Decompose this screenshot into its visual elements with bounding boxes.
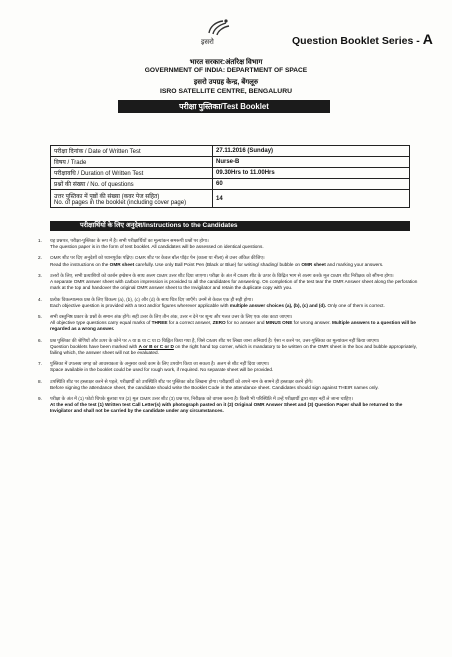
item-hindi: प्रत्येक विकल्पात्मक प्रश्न के लिए विकल्प (a), (b), (c) और (d) के साथ चित्र दिए जाएँगे। उनमें से केवल एक ही सही होगा।	[50, 296, 254, 302]
item-number: 1.	[38, 238, 42, 243]
exam-info-table	[50, 145, 410, 208]
centre-english: ISRO SATELLITE CENTRE, BENGALURU	[159, 88, 293, 95]
instruction-item	[38, 361, 426, 373]
gov-hindi: भारत सरकार:अंतरिक्ष विभाग	[189, 59, 263, 66]
item-english: At the end of the test (1) Written test Call Letter(s) with photograph pasted on it (2) Original OMR Answer Sheet and (3) Question Paper shall be returned to the Invigilator and shall not be carried by the candidate under any circumstances.	[50, 402, 403, 414]
item-hindi: परीक्षा के अंत में (1) फोटो चिपके बुलावा पत्र (2) मूल OMR उत्तर शीट (3) प्रश्न पत्र, निरीक्षक को वापस करना है। किसी भी परिस्थिति में उन्हें परीक्षार्थी द्वारा बाहर नहीं ले जाना चाहिए।	[50, 396, 353, 402]
table-row	[51, 146, 410, 157]
item-hindi: OMR शीट पर दिए अनुदेशों को ध्यानपूर्वक पढ़िए। OMR शीट पर केवल बॉल पॉइंट पेन (काला या नीला) से उत्तर अंकित कीजिए।	[50, 255, 265, 261]
isro-logo-text: इसरो	[201, 38, 214, 46]
info-label: प्रश्नों की संख्या / No. of questions	[51, 179, 213, 190]
instruction-item	[38, 273, 426, 291]
instruction-item	[38, 297, 426, 309]
item-english	[50, 303, 426, 309]
text-span: Only one of them is correct.	[326, 302, 385, 308]
instructions-banner: परीक्षार्थियों के लिए अनुदेश/Instructions to the Candidates	[50, 221, 410, 231]
isro-logo	[199, 18, 235, 46]
table-row	[51, 157, 410, 168]
booklet-title-banner: परीक्षा पुस्तिका/Test Booklet	[118, 100, 330, 113]
text-bold: MINUS ONE	[265, 320, 293, 326]
item-hindi: पुस्तिका में उपलब्ध जगह को आवश्यकता के अनुसार कच्चे काम के लिए उपयोग किया जा सकता है। अलग से शीट नहीं दिया जाएगा।	[50, 361, 270, 367]
item-number: 3.	[38, 272, 42, 278]
instruction-item	[38, 255, 426, 267]
item-number: 2.	[38, 255, 42, 261]
table-row	[51, 190, 410, 208]
item-hindi: उत्तरों के लिए, सभी प्रत्याशियों को कार्बन इम्प्रेशन के साथ अलग OMR उत्तर शीट दिया जाएगा। परीक्षा के अंत में OMR शीट के ऊपर के छिद्रित भाग से अलग करके मूल OMR शीट निरीक्षक को सौंपना होगा।	[50, 272, 394, 278]
instruction-item	[38, 396, 426, 414]
info-label-english: No. of pages in the booklet (including cover page)	[54, 199, 187, 206]
item-number: 5.	[38, 314, 42, 320]
info-label: परीक्षावधि / Duration of Written Test	[51, 168, 213, 179]
info-value: 60	[213, 179, 410, 190]
text-bold: OMR sheet	[301, 261, 326, 267]
instructions-list	[38, 238, 426, 420]
text-span: Question booklets have been marked with	[50, 343, 139, 349]
text-bold: multiple answer choices (a), (b), (c) and (d).	[229, 302, 327, 308]
series-label: Question Booklet Series -	[292, 35, 420, 47]
instruction-item	[38, 338, 426, 356]
item-english: The question paper is in the form of test booklet. All candidates will be assessed on identical questions.	[50, 244, 264, 250]
table-row	[51, 179, 410, 190]
series-letter: A	[422, 31, 433, 47]
info-label: विषय / Trade	[51, 157, 213, 168]
item-hindi: सभी वस्तुनिष्ठ प्रकार के प्रश्नों के समान अंक होंगे। सही उत्तर के लिए तीन अंक, उत्तर न देने पर शून्य और गलत उत्तर के लिए एक अंक काटा जाएगा।	[50, 314, 293, 320]
info-value: Nurse-B	[213, 157, 410, 168]
text-span: on the right hand top corner, which is mandatory to be written on the OMR sheet in the box and bubble appropriately, failing which, the answer sheet will not be evaluated.	[50, 343, 417, 355]
info-label	[51, 190, 213, 208]
booklet-series	[292, 31, 433, 47]
item-number: 6.	[38, 337, 42, 343]
text-span: for wrong answer.	[292, 320, 332, 326]
text-span: Read the instructions on the	[50, 261, 110, 267]
item-number: 7.	[38, 361, 42, 367]
item-hindi: यह प्रश्नपत्र, परीक्षा-पुस्तिका के रूप में है। सभी परीक्षार्थियों का मूल्यांकन समरूपी प्रश्नों पर होगा।	[50, 238, 209, 243]
info-value: 09.30Hrs to 11.00Hrs	[213, 168, 410, 179]
instruction-item	[38, 314, 426, 332]
text-bold: ZERO	[212, 320, 226, 326]
text-span: carefully. Use only Ball Point Pen (Black or Blue) for writing/ shading/ bubble on	[134, 261, 302, 267]
text-span: Each objective question is provided with a text and/or figures wherever applicable with	[50, 302, 230, 308]
item-number: 8.	[38, 378, 42, 384]
item-number: 4.	[38, 296, 42, 302]
text-span: All objective type questions carry equal marks of	[50, 320, 152, 326]
text-span: for a correct answer,	[167, 320, 213, 326]
text-bold: Multiple answers to a question will be regarded as a wrong answer.	[50, 320, 416, 332]
info-value: 27.11.2016 (Sunday)	[213, 146, 410, 157]
isro-logo-icon	[199, 18, 235, 46]
centre-hindi: इसरो उपग्रह केन्द्र, बेंगलूरु	[193, 79, 259, 86]
info-label: परीक्षा दिनांक / Date of Written Test	[51, 146, 213, 157]
instruction-item	[38, 379, 426, 391]
item-english: Before signing the attendance sheet, the candidate should write the Booklet Code in the attendance sheet. Candidates should sign against THEIR names only.	[50, 384, 379, 390]
instruction-item	[38, 238, 426, 250]
item-hindi: उपस्थिति शीट पर हस्ताक्षर करने से पहले, परीक्षार्थी को उपस्थिति शीट पर पुस्तिका कोड लिखना होगा। परीक्षार्थी को अपने नाम के सामने ही हस्ताक्षर करने होंगे।	[50, 378, 313, 384]
item-english	[50, 320, 426, 332]
text-bold: THREE	[151, 320, 168, 326]
item-english: A separate OMR answer sheet with carbon impression is provided to all the candidates for answering. On completion of the test tear the OMR Answer sheet along the perforation mark at the top and handover the original OMR answer sheet to the Invigilator and retain the duplicate copy with you.	[50, 279, 418, 291]
gov-english: GOVERNMENT OF INDIA: DEPARTMENT OF SPACE	[144, 67, 308, 74]
item-english	[50, 344, 426, 356]
table-row	[51, 168, 410, 179]
text-bold: OMR sheet	[109, 261, 135, 267]
info-value: 14	[213, 190, 410, 208]
item-english: Space available in the booklet could be used for rough work, if required. No separate sheet will be provided.	[50, 367, 274, 373]
item-number: 9.	[38, 396, 42, 402]
text-span: and marking your answers.	[325, 261, 384, 267]
text-underline: A or B or C or D	[138, 343, 174, 349]
item-hindi: प्रश्न पुस्तिका की श्रेणियों और ऊपर के कोने पर A या B या C या D चिह्नित किया गया है, जिसे OMR शीट पर लिखा जाना अनिवार्य है। ऐसा न करने पर, उत्तर-पुस्तिका का मूल्यांकन नहीं किया जाएगा।	[50, 337, 380, 343]
info-label-hindi: उत्तर पुस्तिका में पृष्ठों की संख्या (कवर पेज सहित)	[54, 193, 160, 200]
item-english	[50, 262, 426, 268]
text-span: for no answer and	[225, 320, 266, 326]
